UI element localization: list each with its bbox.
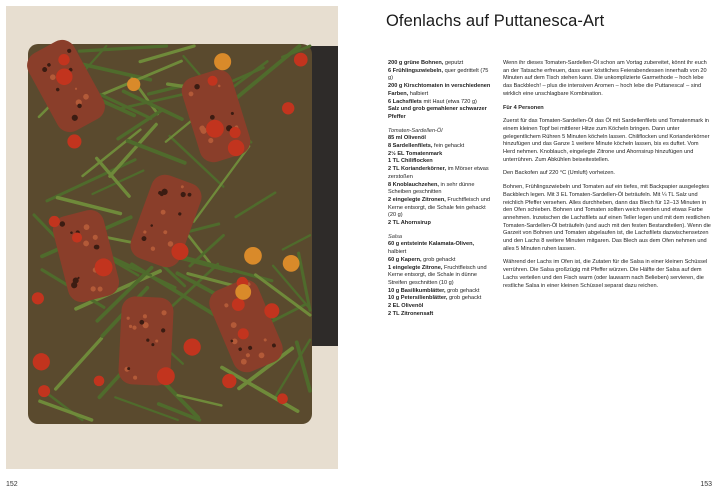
ingredient-amount: 6 Frühlingszwiebeln, bbox=[388, 67, 444, 74]
left-page-number: 152 bbox=[6, 481, 18, 488]
ingredient-description: Fruchtfleisch und Kerne entsorgt, die Schale fein gehackt (20 g) bbox=[388, 196, 490, 219]
cherry-tomato bbox=[94, 376, 105, 387]
ingredient-item bbox=[388, 99, 494, 107]
ingredient-amount: 2 eingelegte Zitronen, bbox=[388, 196, 446, 203]
cherry-tomato bbox=[127, 78, 140, 91]
ingredient-group-title: Salsa bbox=[388, 233, 402, 240]
ingredient-item bbox=[388, 182, 494, 197]
cherry-tomato bbox=[228, 140, 244, 156]
ingredient-amount: 1 TL Chiliflocken bbox=[388, 158, 433, 165]
method-step: Während der Lachs im Ofen ist, die Zutaten für die Salsa in einer kleinen Schüssel verrühren. Die Salsa großzügig mit Pfeffer würzen. Die Hälfte der Salsa auf dem Lachs verteilen und den Fisch warm (oder lauwarm nach Belieben) servieren, die restliche Salsa in einer kleinen Schüssel separat dazu reichen. bbox=[503, 259, 708, 289]
ingredient-item bbox=[388, 151, 494, 159]
method-step: Den Backofen auf 220 °C (Umluft) vorheizen. bbox=[503, 170, 615, 177]
method-step: Bohnen, Frühlingszwiebeln und Tomaten auf ein tiefes, mit Backpapier ausgelegtes Backblech legen. Mit 3 EL Tomaten-Sardellen-Öl beträufeln. Mit ¼ TL Salz und reichlich Pfeffer versehen. Alles durchheben, dann das Blech für 12–13 Minuten in den Ofen schieben. Bohnen und Tomaten sollten weich werden und etwas Farbe annehmen. Inzwischen die Lachsfilets auf einen Teller legen und mit dem restlichen Tomaten-Sardellen-Öl beträufeln (und auch mit den festen Bestandteilen). Wenn die Garzeit von Bohnen und Tomaten abgelaufen ist, die Lachsfilets dazwischensetzen und den Lachs 8 weitere Minuten mitgaren. Das Blech aus dem Ofen nehmen und alles 5 Minuten ruhen lassen. bbox=[503, 184, 711, 252]
cherry-tomato bbox=[208, 76, 218, 86]
ingredient-description: halbiert bbox=[388, 249, 407, 256]
ingredient-item bbox=[388, 220, 494, 228]
cherry-tomato bbox=[32, 292, 44, 304]
ingredient-item bbox=[388, 158, 494, 166]
cherry-tomato bbox=[72, 233, 82, 243]
ingredient-amount: 2½ EL Tomatenmark bbox=[388, 150, 443, 157]
cherry-tomato bbox=[171, 243, 188, 260]
ingredient-item bbox=[388, 135, 494, 143]
ingredient-amount: 200 g grüne Bohnen, bbox=[388, 60, 444, 66]
cherry-tomato bbox=[206, 120, 224, 138]
ingredient-description: grob gehackt bbox=[447, 295, 482, 302]
ingredient-description: halbiert bbox=[408, 90, 429, 97]
ingredient-amount: 2 EL Olivenöl bbox=[388, 303, 424, 310]
ingredient-amount: 85 ml Olivenöl bbox=[388, 135, 426, 142]
ingredient-description: fein gehackt bbox=[432, 143, 465, 150]
cherry-tomato bbox=[67, 134, 81, 148]
ingredient-item bbox=[388, 257, 494, 265]
cherry-tomato bbox=[264, 303, 279, 318]
ingredient-amount: Salz und grob gemahlener schwarzer Pfeffer bbox=[388, 106, 487, 120]
cherry-tomato bbox=[277, 393, 288, 404]
ingredient-item bbox=[388, 241, 494, 256]
recipe-method bbox=[503, 60, 711, 296]
cherry-tomato bbox=[232, 298, 245, 311]
ingredient-description: im Mörser etwas zerstoßen bbox=[388, 166, 489, 180]
right-page-number: 153 bbox=[700, 481, 712, 488]
ingredient-item bbox=[388, 83, 494, 98]
cherry-tomato bbox=[214, 53, 231, 70]
ingredient-item bbox=[388, 143, 494, 151]
ingredient-amount: 1 eingelegte Zitrone, bbox=[388, 264, 443, 271]
ingredient-list bbox=[388, 60, 494, 325]
ingredient-item bbox=[388, 166, 494, 181]
cherry-tomato bbox=[157, 367, 175, 385]
ingredient-item bbox=[388, 68, 494, 83]
ingredient-description: in sehr dünne Scheiben geschnitten bbox=[388, 181, 475, 196]
ingredient-description: mit Haut (etwa 720 g) bbox=[421, 98, 477, 105]
ingredient-description: geputzt bbox=[443, 60, 464, 66]
cherry-tomato bbox=[33, 353, 50, 370]
cherry-tomato bbox=[222, 374, 236, 388]
cherry-tomato bbox=[229, 127, 240, 138]
ingredient-amount: 8 Knoblauchzehen, bbox=[388, 181, 439, 188]
ingredient-amount: 2 TL Ahornsirup bbox=[388, 220, 431, 227]
cherry-tomato bbox=[95, 258, 113, 276]
ingredient-description: grob gehackt bbox=[421, 256, 456, 263]
ingredient-item bbox=[388, 60, 494, 68]
ingredient-amount: 200 g Kirschtomaten in verschiedenen Farben, bbox=[388, 83, 491, 97]
cherry-tomato bbox=[238, 328, 249, 339]
method-step: Zuerst für das Tomaten-Sardellen-Öl das Öl mit Sardellenfilets und Tomatenmark in einem kleinen Topf bei mittlerer Hitze zum Köcheln bringen. Dann unter gelegentlichem Rühren 5 Minuten köcheln lassen. Chiliflocken und Korianderkörner hinzufügen und das Ganze 1 weitere Minute köcheln lassen, bis es duftet. Vom Herd nehmen. Knoblauch, eingelegte Zitrone und Ahornsirup hinzufügen und unterrühren. Zum Abkühlen beiseitestellen. bbox=[503, 118, 710, 163]
ingredient-amount: 8 Sardellenfilets, bbox=[388, 143, 433, 150]
servings: Für 4 Personen bbox=[503, 104, 544, 111]
cherry-tomato bbox=[294, 53, 308, 67]
ingredient-group-title: Tomaten-Sardellen-Öl bbox=[388, 127, 443, 134]
cherry-tomato bbox=[56, 69, 73, 86]
ingredient-description: quer gedrittelt (75 g) bbox=[388, 67, 489, 82]
recipe-photo bbox=[6, 6, 338, 469]
ingredient-item bbox=[388, 303, 494, 311]
ingredient-item bbox=[388, 288, 494, 296]
ingredient-item bbox=[388, 295, 494, 303]
ingredient-item bbox=[388, 106, 494, 121]
ingredient-group bbox=[388, 234, 494, 319]
cherry-tomato bbox=[283, 255, 300, 272]
ingredient-amount: 6 Lachsfilets bbox=[388, 98, 422, 105]
baking-tray-illustration bbox=[6, 6, 338, 469]
cherry-tomato bbox=[244, 247, 262, 265]
cherry-tomato bbox=[38, 385, 50, 397]
cherry-tomato bbox=[49, 216, 60, 227]
ingredient-amount: 10 g Petersilienblätter, bbox=[388, 295, 448, 302]
ingredient-amount: 2 TL Korianderkörner, bbox=[388, 166, 447, 173]
ingredient-amount: 60 g Kapern, bbox=[388, 256, 422, 263]
recipe-intro: Wenn ihr dieses Tomaten-Sardellen-Öl schon am Vortag zubereitet, könnt ihr euch an der Tatsache erfreuen, dass euer köstliches Feierabendessen innerhalb von 20 Minuten auf dem Tisch stehen kann. Die unkomplizierte Garmethode – hoch lebe das Backblech! – plus die intensiven Aromen – hoch lebe die Puttanesca! – sind wirklich eine unschlagbare Kombination. bbox=[503, 60, 707, 97]
ingredient-item bbox=[388, 265, 494, 288]
ingredient-group bbox=[388, 60, 494, 122]
ingredient-description: Fruchtfleisch und Kerne entsorgt, die Schale in dünne Streifen geschnitten (10 g) bbox=[388, 264, 487, 286]
cherry-tomato bbox=[184, 338, 201, 355]
ingredient-item bbox=[388, 311, 494, 319]
cherry-tomato bbox=[235, 284, 251, 300]
recipe-title: Ofenlachs auf Puttanesca-Art bbox=[386, 12, 605, 30]
ingredient-amount: 2 TL Zitronensaft bbox=[388, 310, 434, 317]
cherry-tomato bbox=[58, 54, 69, 65]
ingredient-item bbox=[388, 197, 494, 220]
cherry-tomato bbox=[282, 102, 294, 114]
ingredient-description: grob gehackt bbox=[445, 287, 480, 294]
ingredient-amount: 60 g entsteinte Kalamata-Oliven, bbox=[388, 241, 475, 248]
ingredient-group bbox=[388, 128, 494, 228]
ingredient-amount: 10 g Basilikumblätter, bbox=[388, 287, 446, 294]
